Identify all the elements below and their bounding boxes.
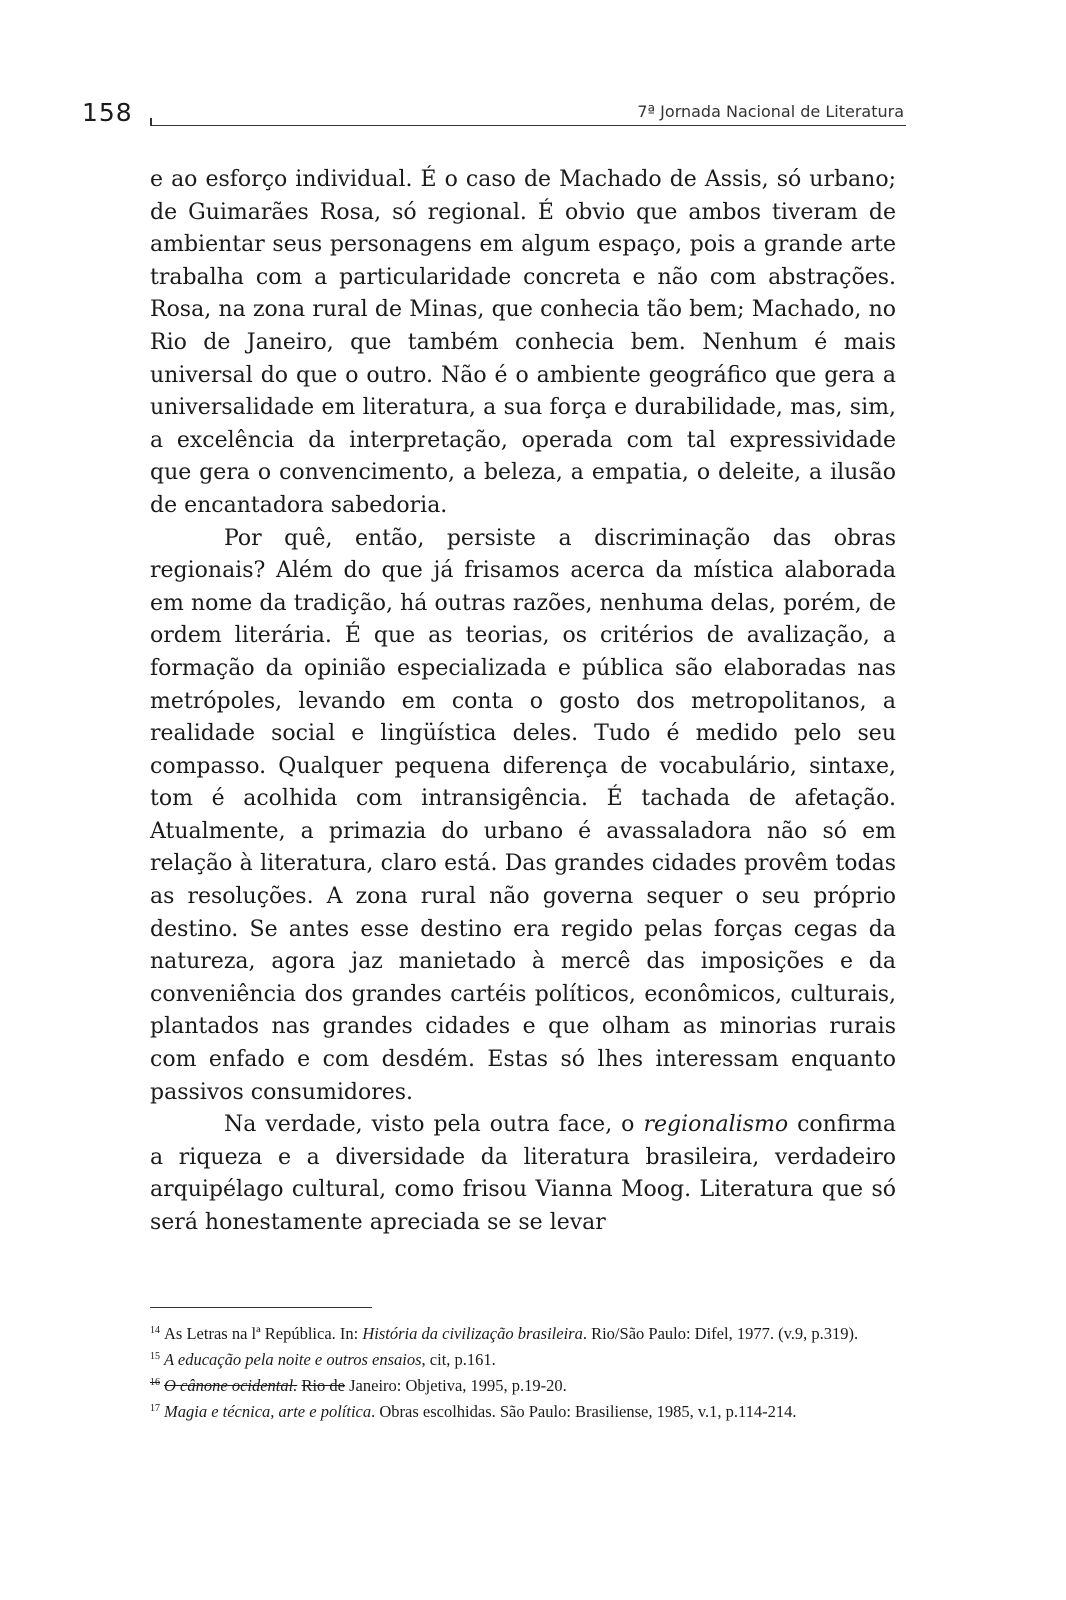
paragraph-1-text: e ao esforço individual. É o caso de Machado de Assis, só urbano; de Guimarães Rosa, só regional. É obvio que ambos tiveram de ambientar seus personagens em algum espaço, pois a grande arte trabalha com a particularidade concreta e não com abstrações. Rosa, na zona rural de Minas, que conhecia tão bem; Machado, no Rio de Janeiro, que também conhecia bem. Nenhum é mais universal do que o outro. Não é o ambiente geográfico que gera a universalidade em literatura, a sua força e durabilidade, mas, sim, a excelência da interpretação, operada com tal expressividade que gera o convencimento, a beleza, a empatia, o deleite, a ilusão de encantadora sabedoria. bbox=[150, 167, 896, 518]
paragraph-3-text-after: confirma a riqueza e a diversidade da literatura brasileira, verdadeiro arquipélago cultural, como frisou Vianna Moog. Literatura que só será honestamente apreciada se se levar bbox=[150, 1112, 896, 1235]
footnote-text: . Obras escolhidas. São Paulo: Brasiliense, 1985, v.1, p.114-214. bbox=[371, 1402, 797, 1421]
footnote-title: A educação pela noite e outros ensaios bbox=[164, 1350, 422, 1369]
paragraph-2 bbox=[150, 523, 896, 1110]
running-title: 7ª Jornada Nacional de Literatura bbox=[637, 102, 904, 121]
footnote-title: O cânone ocidental. bbox=[164, 1376, 298, 1395]
footnote-text: Janeiro: Objetiva, 1995, p.19-20. bbox=[349, 1376, 567, 1395]
footnote-separator bbox=[150, 1307, 372, 1308]
footnote-title: História da civilização brasileira bbox=[362, 1324, 583, 1343]
paragraph-3 bbox=[150, 1109, 896, 1239]
footnote-number: 16 bbox=[150, 1376, 160, 1388]
paragraph-1 bbox=[150, 164, 896, 523]
footnote-number: 15 bbox=[150, 1350, 160, 1362]
footnote-15 bbox=[150, 1347, 896, 1373]
footnote-text: . Rio/São Paulo: Difel, 1977. (v.9, p.319). bbox=[582, 1324, 859, 1343]
body-text bbox=[150, 164, 896, 1240]
page-number: 158 bbox=[82, 98, 133, 127]
footnote-text: As Letras na lª República. In: bbox=[164, 1324, 359, 1343]
footnote-title: Magia e técnica, arte e política bbox=[164, 1402, 372, 1421]
paragraph-3-text-before: Na verdade, visto pela outra face, o bbox=[224, 1112, 635, 1138]
paragraph-2-text: Por quê, então, persiste a discriminação das obras regionais? Além do que já frisamos acerca da mística alaborada em nome da tradição, há outras razões, nenhuma delas, porém, de ordem literária. É que as teorias, os critérios de avalização, a formação da opinião especializada e pública são elaboradas nas metrópoles, levando em conta o gosto dos metropolitanos, a realidade social e lingüística deles. Tudo é medido pelo seu compasso. Qualquer pequena diferença de vocabulário, sintaxe, tom é acolhida com intransigência. É tachada de afetação. Atualmente, a primazia do urbano é avassaladora não só em relação à literatura, claro está. Das grandes cidades provêm todas as resoluções. A zona rural não governa sequer o seu próprio destino. Se antes esse destino era regido pelas forças cegas da natureza, agora jaz manietado à mercê das imposições e da conveniência dos grandes cartéis políticos, econômicos, culturais, plantados nas grandes cidades e que olham as minorias rurais com enfado e com desdém. Estas só lhes interessam enquanto passivos consumidores. bbox=[150, 525, 896, 1105]
footnote-14 bbox=[150, 1321, 896, 1347]
footnote-16 bbox=[150, 1373, 896, 1399]
paragraph-3-italic-term: regionalismo bbox=[643, 1112, 789, 1138]
footnotes bbox=[150, 1321, 896, 1425]
running-header bbox=[150, 100, 906, 126]
header-rule-tick bbox=[150, 118, 152, 126]
footnote-number: 17 bbox=[150, 1402, 160, 1414]
footnote-17 bbox=[150, 1399, 896, 1425]
footnote-struck-text: Rio de bbox=[301, 1376, 346, 1395]
footnote-number: 14 bbox=[150, 1324, 160, 1336]
footnote-text: , cit, p.161. bbox=[421, 1350, 496, 1369]
